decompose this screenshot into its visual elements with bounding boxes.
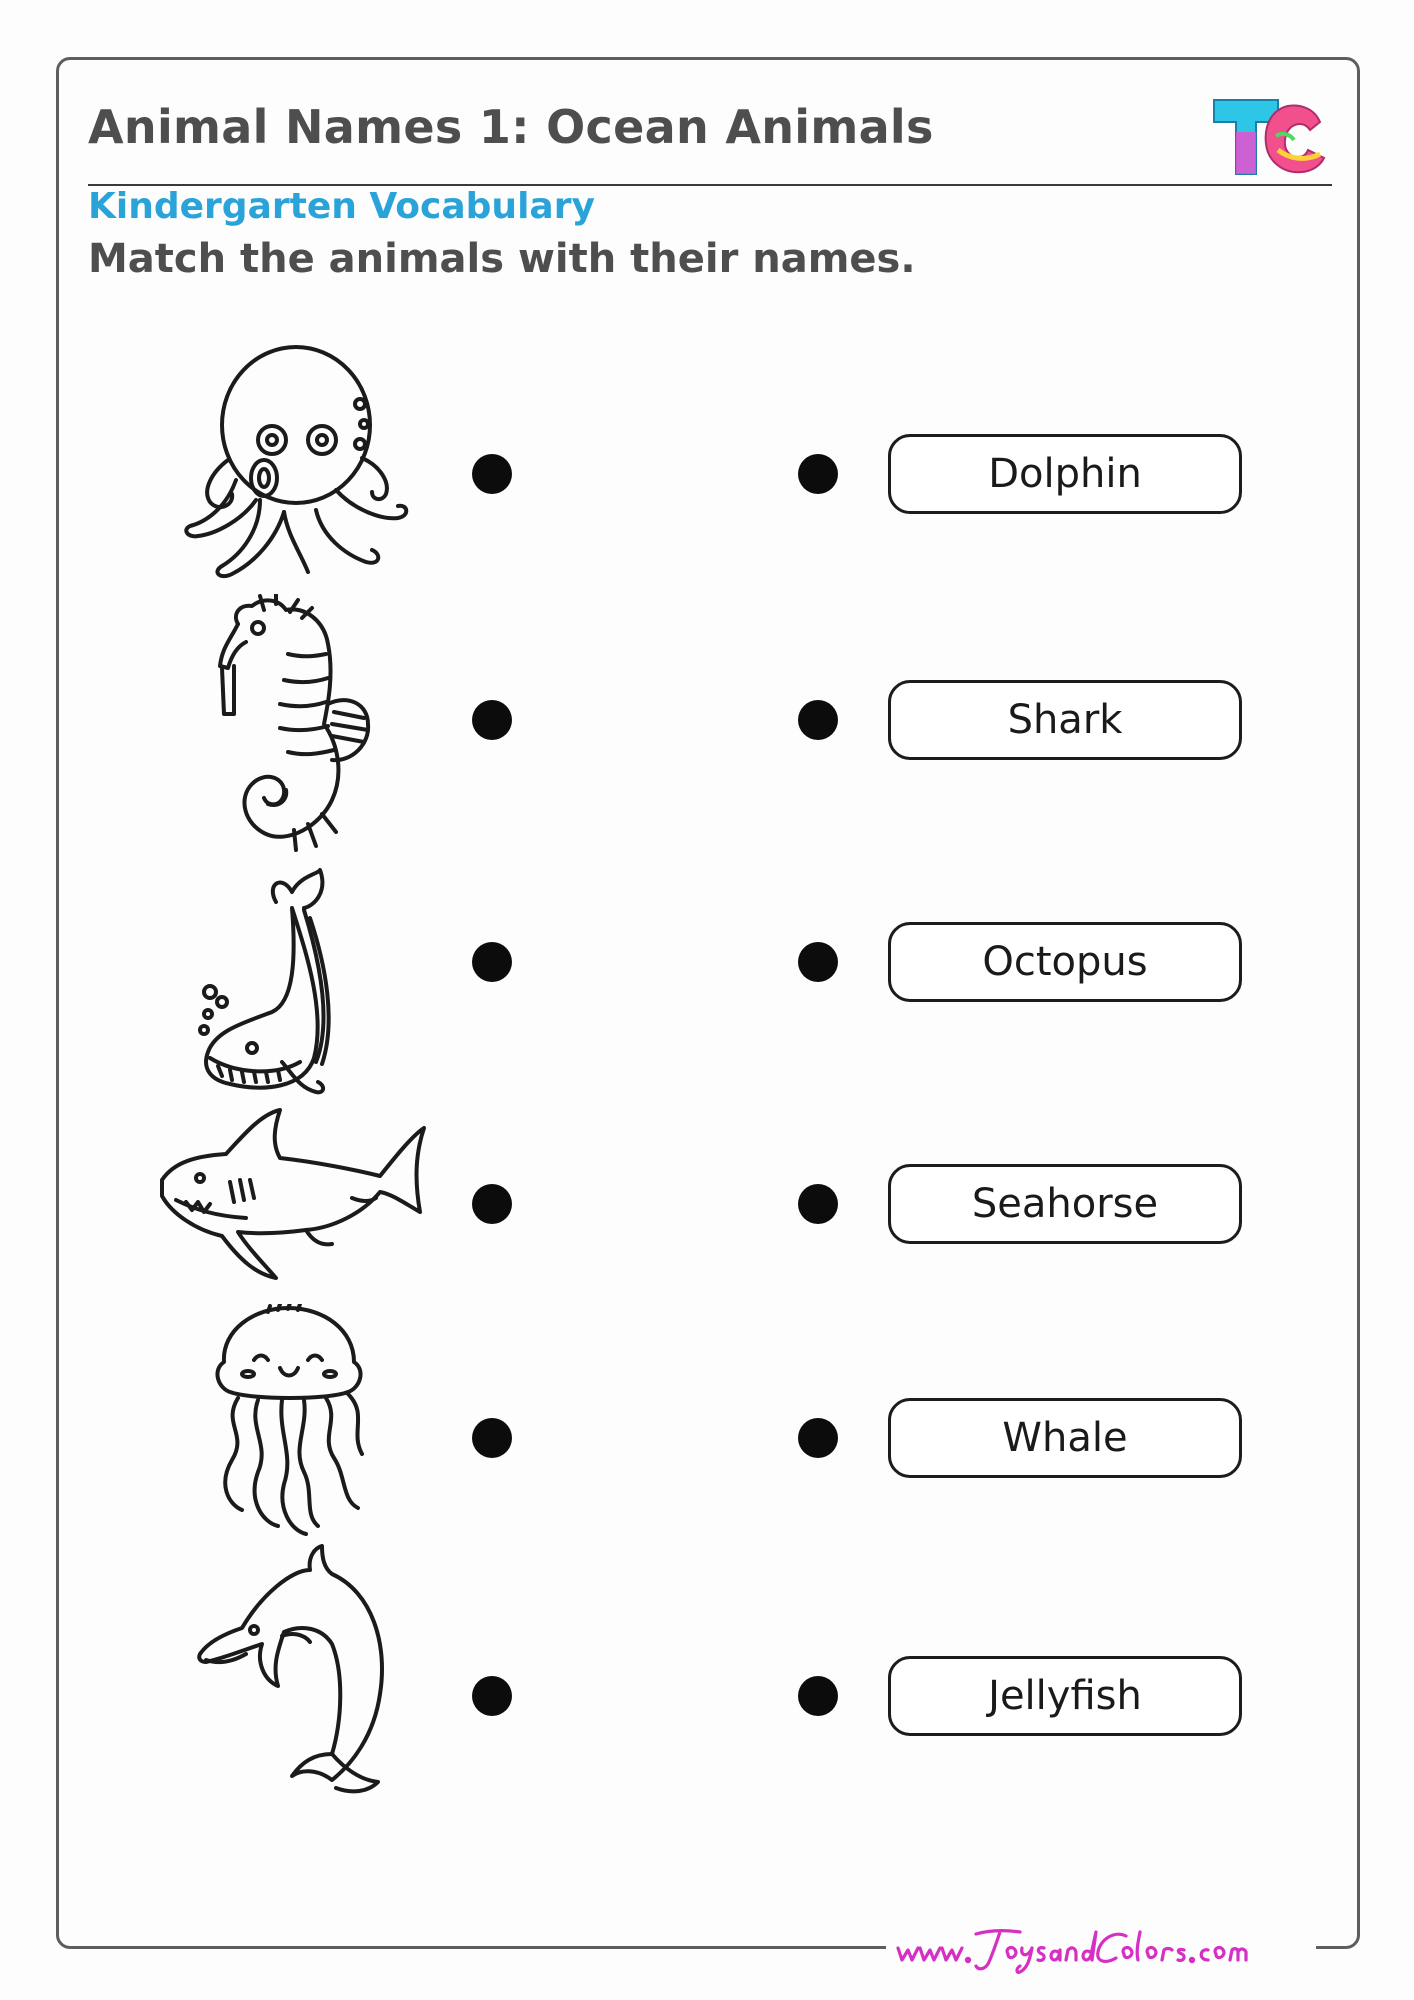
name-box-dolphin: Dolphin [888,434,1242,514]
picture-dot[interactable] [472,1418,512,1458]
picture-dot[interactable] [472,700,512,740]
name-dot[interactable] [798,1418,838,1458]
picture-dot[interactable] [472,1184,512,1224]
name-box-octopus: Octopus [888,922,1242,1002]
shark-icon [156,1106,436,1286]
jellyfish-icon [208,1304,378,1540]
instruction-text: Match the animals with their names. [88,236,916,282]
octopus-icon [176,340,416,580]
name-dot[interactable] [798,1184,838,1224]
name-box-shark: Shark [888,680,1242,760]
website-watermark [892,1922,1312,1978]
page-title: Animal Names 1: Ocean Animals [88,100,934,154]
name-box-seahorse: Seahorse [888,1164,1242,1244]
name-dot[interactable] [798,700,838,740]
name-dot[interactable] [798,1676,838,1716]
name-box-jellyfish: Jellyfish [888,1656,1242,1736]
name-dot[interactable] [798,942,838,982]
picture-dot[interactable] [472,1676,512,1716]
whale-icon [196,862,386,1102]
seahorse-icon [208,594,408,854]
tc-logo [1208,92,1328,180]
dolphin-icon [192,1544,412,1800]
subtitle: Kindergarten Vocabulary [88,186,595,227]
picture-dot[interactable] [472,942,512,982]
name-dot[interactable] [798,454,838,494]
picture-dot[interactable] [472,454,512,494]
name-box-whale: Whale [888,1398,1242,1478]
